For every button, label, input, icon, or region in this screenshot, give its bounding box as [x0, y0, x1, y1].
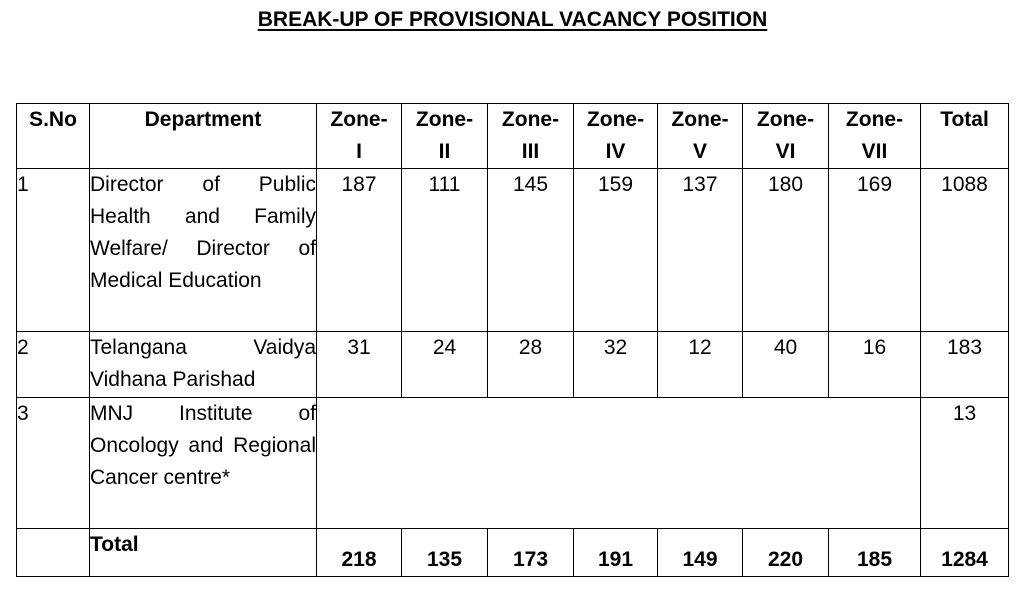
header-zone-4: Zone- IV: [574, 104, 658, 169]
totals-label: Total: [90, 529, 317, 577]
grand-total: 1284: [921, 529, 1009, 577]
row-zone-value: 40: [743, 332, 829, 398]
table-row: [17, 169, 1009, 332]
header-zone-2: Zone- II: [402, 104, 488, 169]
row-zone-value: 31: [317, 332, 402, 398]
row-total: 13: [921, 398, 1009, 529]
row-zone-value: 12: [658, 332, 743, 398]
header-total: Total: [921, 104, 1009, 169]
header-row: [17, 104, 1009, 169]
title-text: BREAK-UP OF PROVISIONAL VACANCY POSITION: [257, 8, 768, 31]
row-department: Telangana Vaidya Vidhana Parishad: [90, 332, 317, 398]
header-sno: S.No: [17, 104, 90, 169]
document-title: [0, 8, 1025, 32]
merged-empty-cell: [317, 398, 921, 529]
total-zone-value: 149: [658, 529, 743, 577]
header-zone-7: Zone- VII: [829, 104, 921, 169]
table-row: [17, 332, 1009, 398]
row-sno: 2: [17, 332, 90, 398]
row-zone-value: 159: [574, 169, 658, 332]
row-total: 183: [921, 332, 1009, 398]
row-zone-value: 169: [829, 169, 921, 332]
totals-sno-empty: [17, 529, 90, 577]
row-sno: 1: [17, 169, 90, 332]
total-zone-value: 135: [402, 529, 488, 577]
row-department: Director of Public Health and Family Welfare/ Director of Medical Education: [90, 169, 317, 332]
row-zone-value: 137: [658, 169, 743, 332]
row-zone-value: 111: [402, 169, 488, 332]
header-zone-5: Zone- V: [658, 104, 743, 169]
header-zone-1: Zone- I: [317, 104, 402, 169]
row-zone-value: 16: [829, 332, 921, 398]
table-row: [17, 398, 1009, 529]
row-zone-value: 32: [574, 332, 658, 398]
totals-row: [17, 529, 1009, 577]
header-zone-6: Zone- VI: [743, 104, 829, 169]
header-zone-3: Zone- III: [488, 104, 574, 169]
row-zone-value: 180: [743, 169, 829, 332]
vacancy-table: [16, 103, 1009, 577]
header-department: Department: [90, 104, 317, 169]
row-total: 1088: [921, 169, 1009, 332]
row-zone-value: 24: [402, 332, 488, 398]
total-zone-value: 185: [829, 529, 921, 577]
total-zone-value: 220: [743, 529, 829, 577]
row-sno: 3: [17, 398, 90, 529]
row-department: MNJ Institute of Oncology and Regional Cancer centre*: [90, 398, 317, 529]
total-zone-value: 173: [488, 529, 574, 577]
total-zone-value: 191: [574, 529, 658, 577]
row-zone-value: 187: [317, 169, 402, 332]
row-zone-value: 28: [488, 332, 574, 398]
total-zone-value: 218: [317, 529, 402, 577]
row-zone-value: 145: [488, 169, 574, 332]
